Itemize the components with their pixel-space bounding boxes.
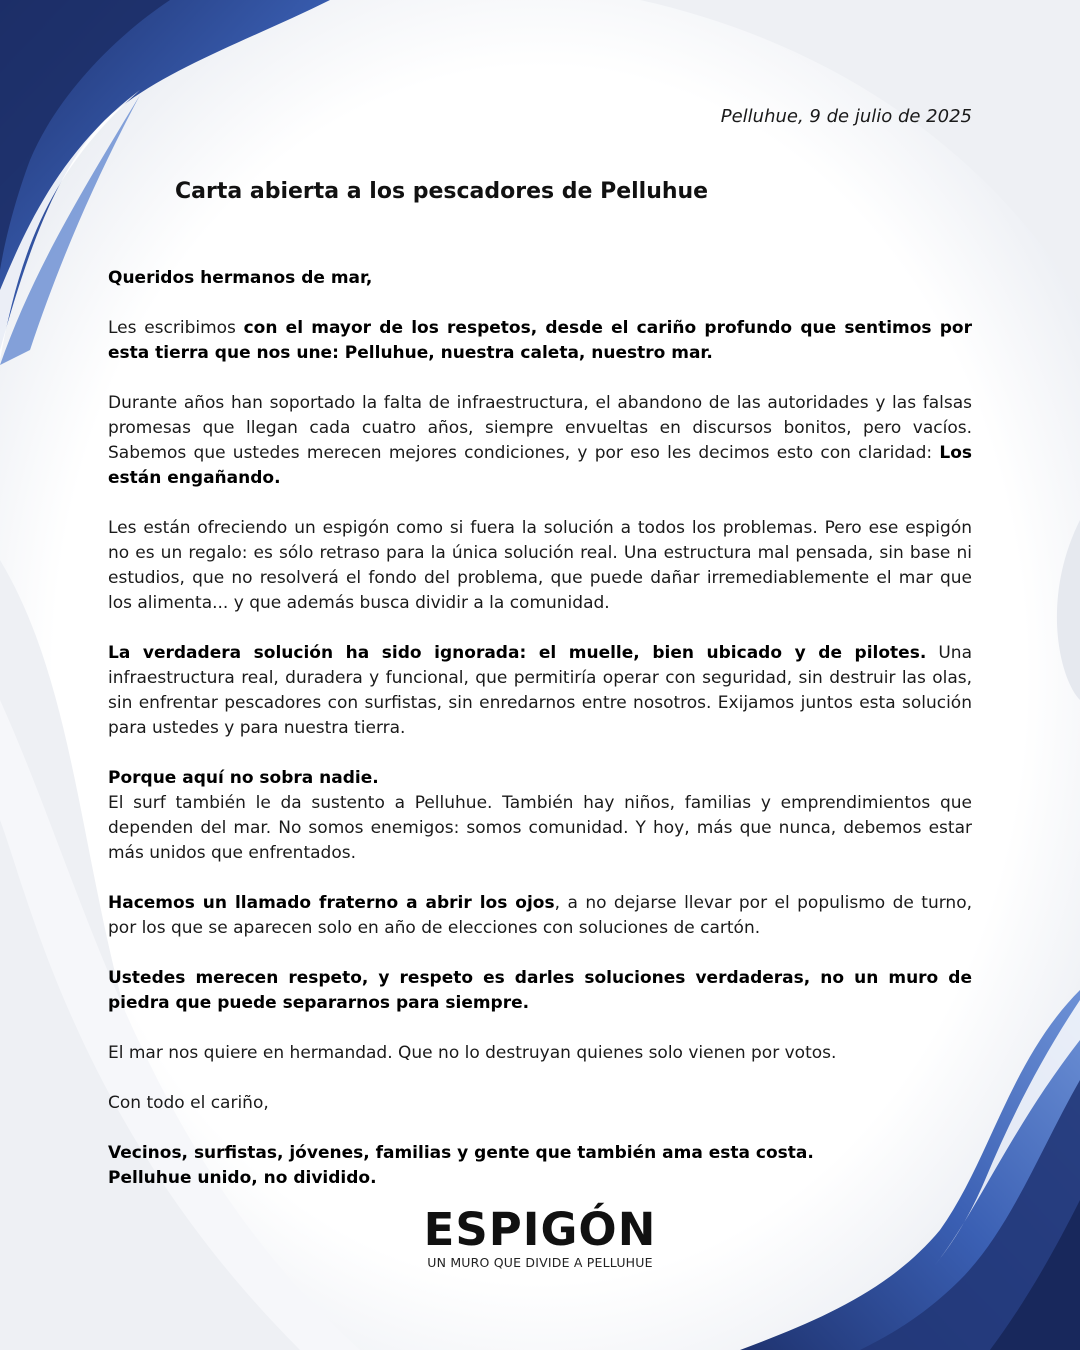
letter-title: Carta abierta a los pescadores de Pelluhue <box>175 179 709 204</box>
letter-date: Pelluhue, 9 de julio de 2025 <box>720 106 972 127</box>
paragraph-4: La verdadera solución ha sido ignorada: el muelle, bien ubicado y de pilotes. Una infraestructura real, duradera y funcional, que permitiría operar con seguridad, sin destruir las olas, sin enfrentar pescadores con surfistas, sin enredarnos entre nosotros. Exijamos juntos esta solución para ustedes y para nuestra tierra. <box>108 643 972 738</box>
espigon-logo <box>0 1203 1080 1270</box>
paragraph-7: Ustedes merecen respeto, y respeto es darles soluciones verdaderas, no un muro de piedra que puede separarnos para siempre. <box>108 968 972 1013</box>
logo-wordmark: ESPIGÓN <box>423 1203 657 1256</box>
greeting: Queridos hermanos de mar, <box>108 268 373 288</box>
logo-tagline: UN MURO QUE DIVIDE A PELLUHUE <box>427 1255 653 1270</box>
paragraph-6: Hacemos un llamado fraterno a abrir los ojos, a no dejarse llevar por el populismo de turno, por los que se aparecen solo en año de elecciones con soluciones de cartón. <box>108 893 973 938</box>
paragraph-8: El mar nos quiere en hermandad. Que no lo destruyan quienes solo vienen por votos. <box>108 1043 837 1063</box>
paragraph-1: Les escribimos con el mayor de los respetos, desde el cariño profundo que sentimos por esta tierra que nos une: Pelluhue, nuestra caleta, nuestro mar. <box>108 318 972 363</box>
closing: Con todo el cariño, <box>108 1093 269 1113</box>
letter-body <box>108 266 972 1191</box>
paragraph-2: Durante años han soportado la falta de infraestructura, el abandono de las autoridades y las falsas promesas que llegan cada cuatro años, siempre envueltas en discursos bonitos, pero vacíos. Sabemos que ustedes merecen mejores condiciones, y por eso les decimos esto con claridad: Los están engañando. <box>108 393 972 488</box>
signature: Vecinos, surfistas, jóvenes, familias y gente que también ama esta costa. Pelluhue unido, no dividido. <box>108 1143 814 1188</box>
paragraph-3: Les están ofreciendo un espigón como si fuera la solución a todos los problemas. Pero ese espigón no es un regalo: es sólo retraso para la única solución real. Una estructura mal pensada, sin base ni estudios, que no resolverá el fondo del problema, que puede dañar irremediablemente el mar que los alimenta... y que además busca dividir a la comunidad. <box>108 518 972 613</box>
paragraph-5: Porque aquí no sobra nadie. El surf también le da sustento a Pelluhue. También hay niños, familias y emprendimientos que dependen del mar. No somos enemigos: somos comunidad. Y hoy, más que nunca, debemos estar más unidos que enfrentados. <box>108 768 972 863</box>
